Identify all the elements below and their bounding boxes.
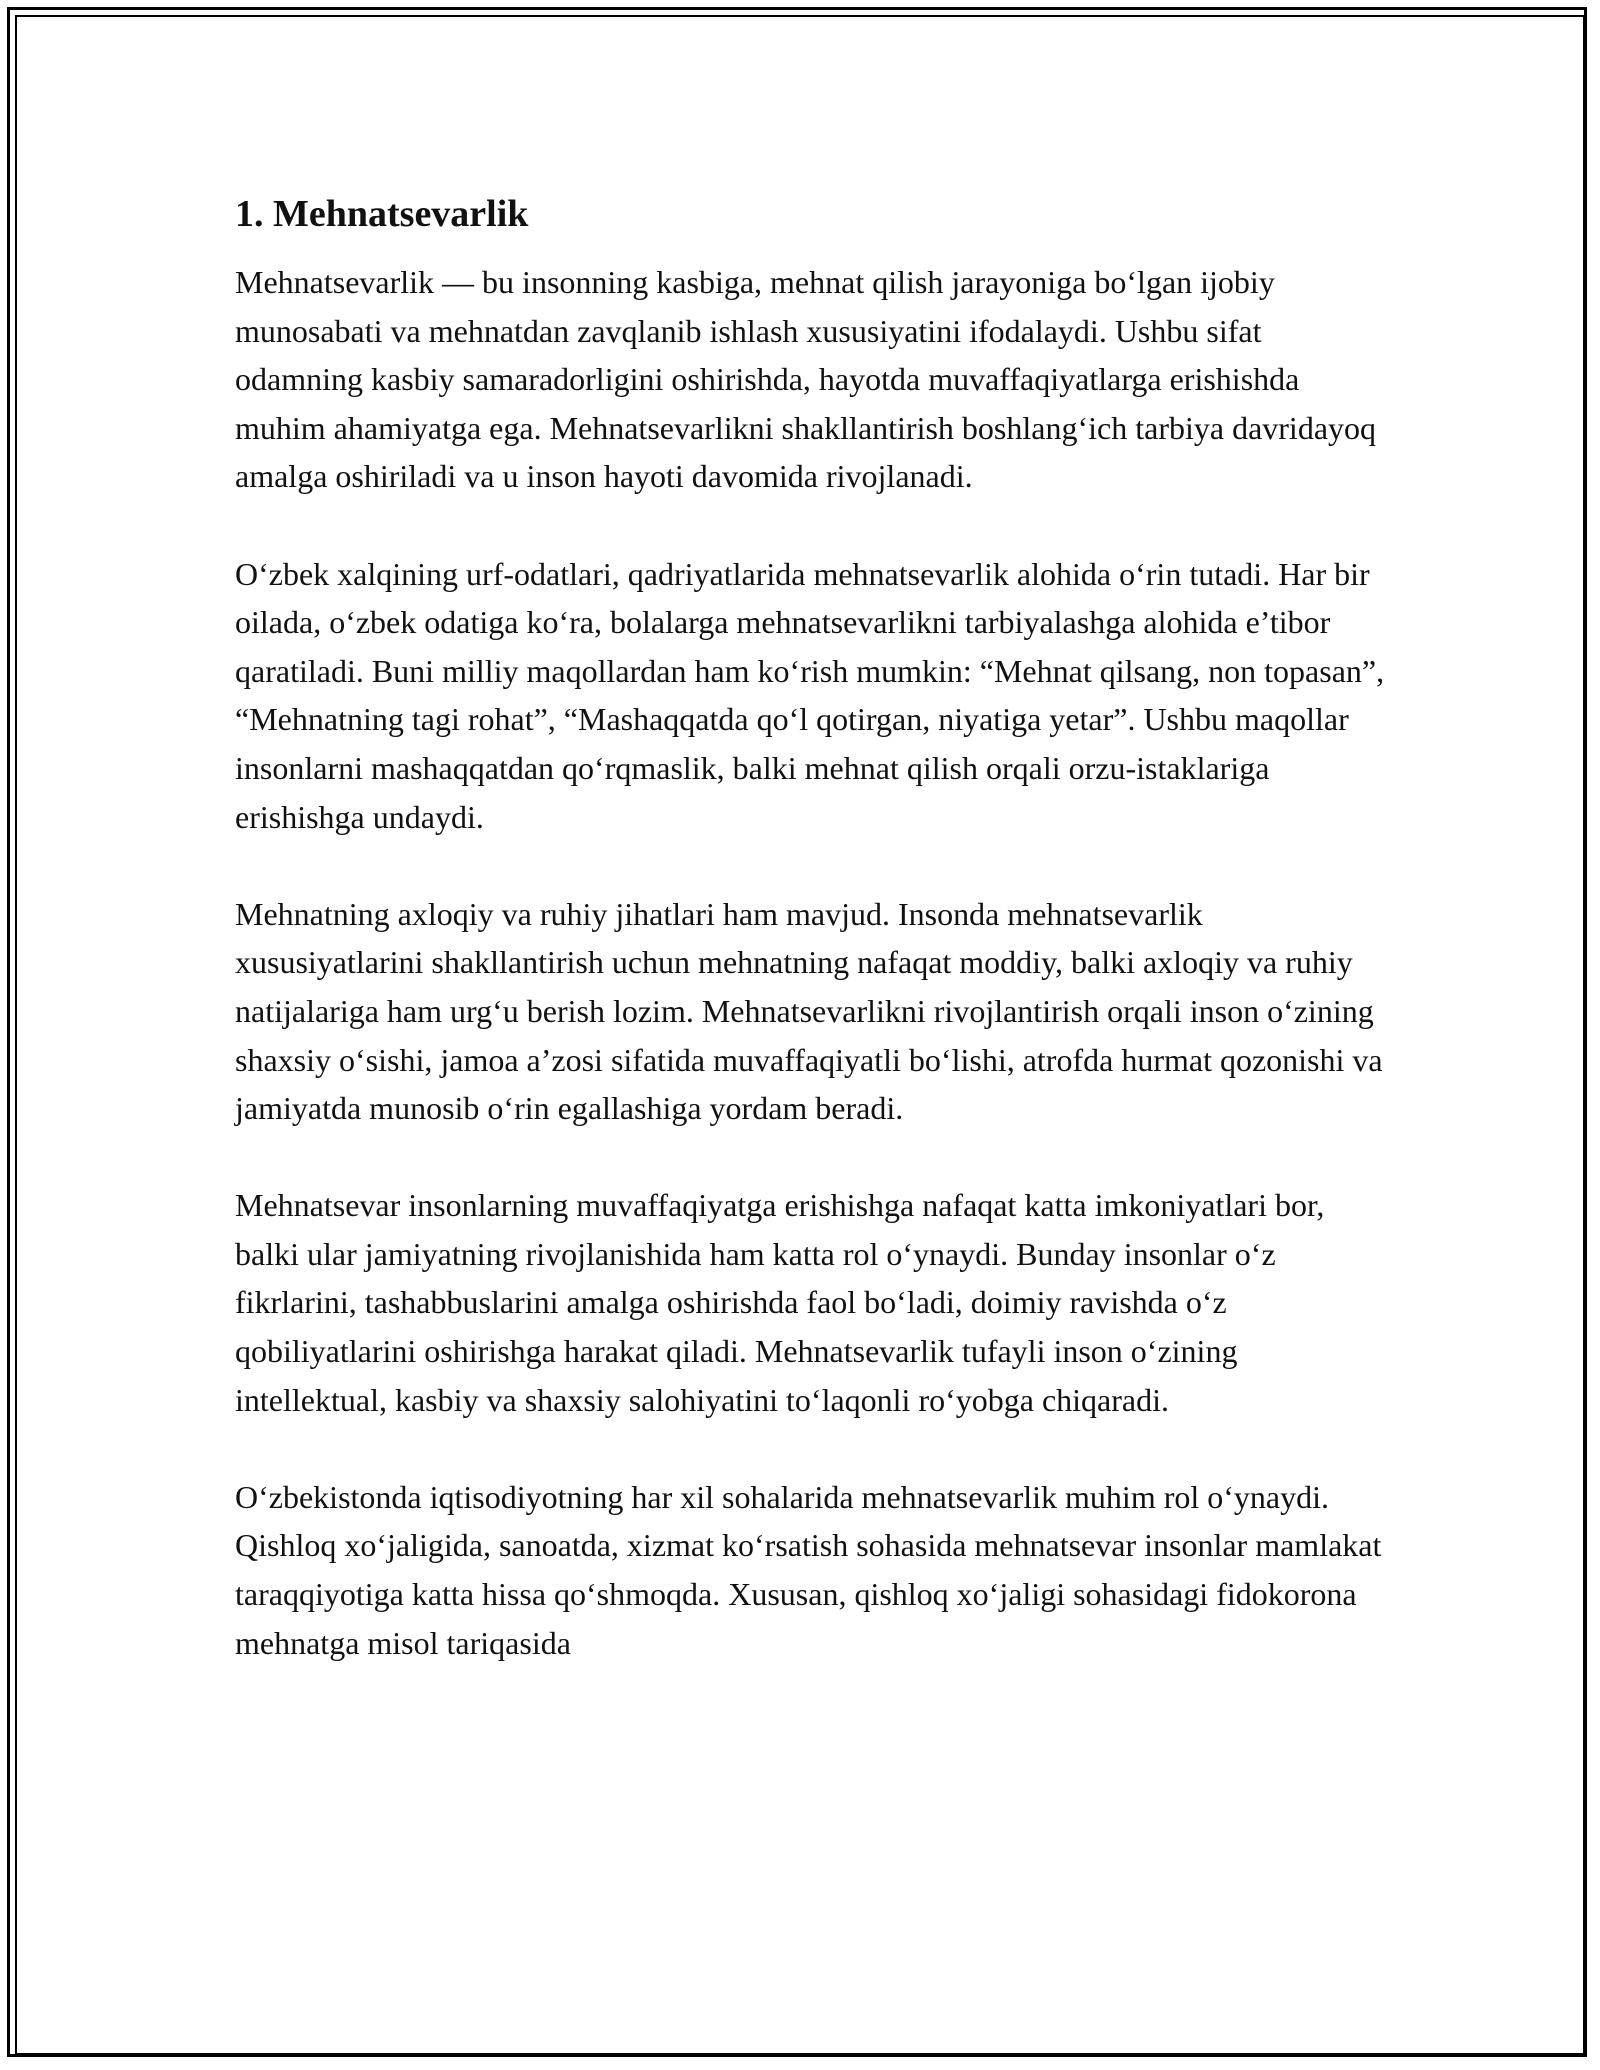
paragraph: Mehnatsevar insonlarning muvaffaqiyatga erishishga nafaqat katta imkoniyatlari bor, balki ular jamiyatning rivojlanishida ham katta rol o‘ynaydi. Bunday insonlar o‘z fikrlarini, tashabbuslarini amalga oshirishda faol bo‘ladi, doimiy ravishda o‘z qobiliyatlarini oshirishga harakat qiladi. Mehnatsevarlik tufayli inson o‘zining intellektual, kasbiy va shaxsiy salohiyatini to‘laqonli ro‘yobga chiqaradi. xyxy=(235,1187,1325,1418)
paragraph: O‘zbekistonda iqtisodiyotning har xil sohalarida mehnatsevarlik muhim rol o‘ynaydi. Qishloq xo‘jaligida, sanoatda, xizmat ko‘rsatish sohasida mehnatsevar insonlar mamlakat taraqqiyotiga katta hissa qo‘shmoqda. Xususan, qishloq xo‘jaligi sohasidagi fidokorona mehnatga misol tariqasida xyxy=(235,1478,1382,1661)
paragraph: O‘zbek xalqining urf-odatlari, qadriyatlarida mehnatsevarlik alohida o‘rin tutadi. Har bir oilada, o‘zbek odatiga ko‘ra, bolalarga mehnatsevarlikni tarbiyalashga alohida e’tibor qaratiladi. Buni milliy maqollardan ham ko‘rish mumkin: “Mehnat qilsang, non topasan”, “Mehnatning tagi rohat”, “Mashaqqatda qo‘l qotirgan, niyatiga yetar”. Ushbu maqollar insonlarni mashaqqatdan qo‘rqmaslik, balki mehnat qilish orqali orzu-istaklariga erishishga undaydi. xyxy=(235,555,1385,835)
section-heading: 1. Mehnatsevarlik xyxy=(235,193,529,235)
paragraph: Mehnatsevarlik — bu insonning kasbiga, mehnat qilish jarayoniga bo‘lgan ijobiy munosabati va mehnatdan zavqlanib ishlash xususiyatini ifodalaydi. Ushbu sifat odamning kasbiy samaradorligini oshirishda, hayotda muvaffaqiyatlarga erishishda muhim ahamiyatga ega. Mehnatsevarlikni shakllantirish boshlang‘ich tarbiya davridayoq amalga oshiriladi va u inson hayoti davomida rivojlanadi. xyxy=(235,264,1377,495)
paragraph: Mehnatning axloqiy va ruhiy jihatlari ham mavjud. Insonda mehnatsevarlik xususiyatlarini shakllantirish uchun mehnatning nafaqat moddiy, balki axloqiy va ruhiy natijalariga ham urg‘u berish lozim. Mehnatsevarlikni rivojlantirish orqali inson o‘zining shaxsiy o‘sishi, jamoa a’zosi sifatida muvaffaqiyatli bo‘lishi, atrofda hurmat qozonishi va jamiyatda munosib o‘rin egallashiga yordam beradi. xyxy=(235,895,1383,1127)
document-body xyxy=(235,186,1385,1716)
